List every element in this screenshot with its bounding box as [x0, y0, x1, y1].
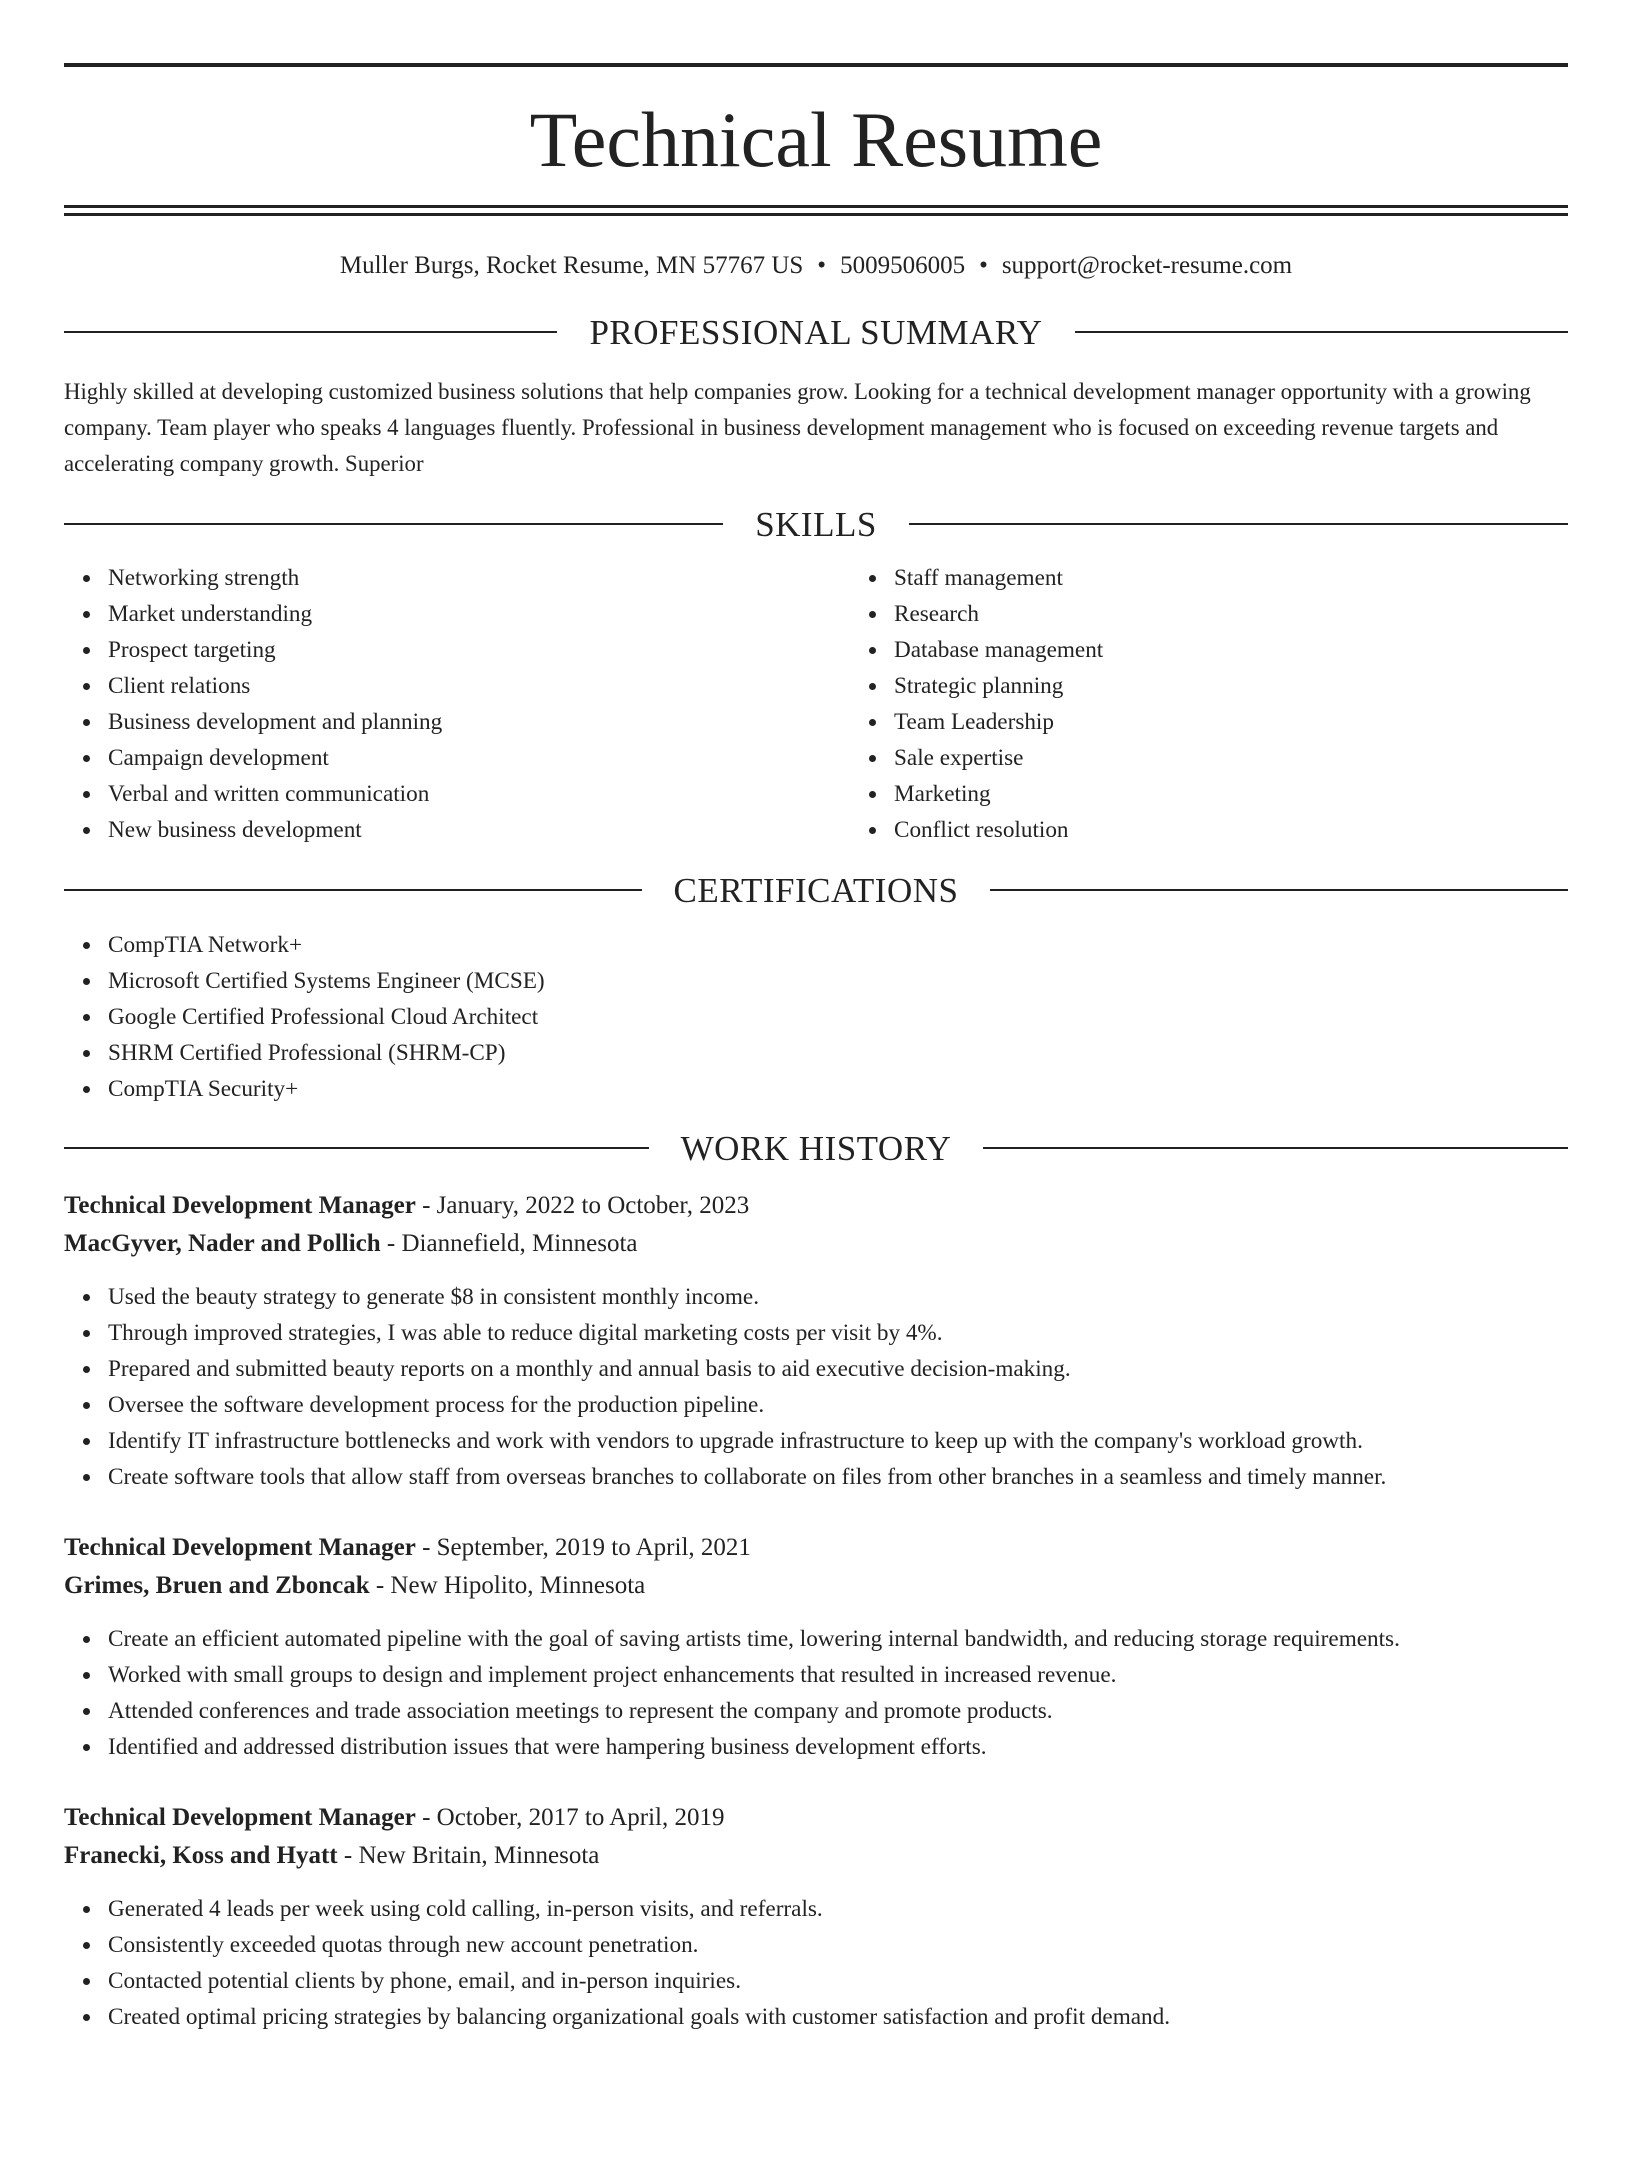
- job-title-line: [64, 1799, 1568, 1837]
- skills-list-left: [64, 560, 850, 848]
- job-company-line: [64, 1567, 1568, 1605]
- skill-item: Team Leadership: [894, 704, 1103, 740]
- skill-item: Business development and planning: [108, 704, 850, 740]
- job-title-line: [64, 1187, 1568, 1225]
- job-bullet: Oversee the software development process for the production pipeline.: [108, 1387, 1568, 1423]
- skill-item: Sale expertise: [894, 740, 1103, 776]
- resume-page: [0, 63, 1632, 2175]
- skill-item: Verbal and written communication: [108, 776, 850, 812]
- skill-item: Database management: [894, 632, 1103, 668]
- skill-item: New business development: [108, 812, 850, 848]
- job-company-line: [64, 1837, 1568, 1875]
- section-heading-summary: [64, 312, 1568, 352]
- heading-rule: [64, 889, 642, 891]
- certification-item: CompTIA Network+: [108, 927, 1568, 963]
- certification-item: SHRM Certified Professional (SHRM-CP): [108, 1035, 1568, 1071]
- job-title: Technical Development Manager: [64, 1534, 416, 1561]
- work-entry: [64, 1529, 1568, 1765]
- skill-item: Staff management: [894, 560, 1103, 596]
- skill-item: Networking strength: [108, 560, 850, 596]
- job-bullet: Through improved strategies, I was able to reduce digital marketing costs per visit by 4%.: [108, 1315, 1568, 1351]
- job-dates: - September, 2019 to April, 2021: [415, 1534, 751, 1561]
- title-double-rule: [64, 205, 1568, 216]
- job-bullet: Worked with small groups to design and implement project enhancements that resulted in increased revenue.: [108, 1657, 1568, 1693]
- heading-rule: [1075, 331, 1568, 333]
- job-bullet: Identify IT infrastructure bottlenecks and work with vendors to upgrade infrastructure to keep up with the company's workload growth.: [108, 1423, 1568, 1459]
- job-bullets: [64, 1891, 1568, 2035]
- heading-rule: [983, 1147, 1568, 1149]
- job-bullet: Create an efficient automated pipeline with the goal of saving artists time, lowering internal bandwidth, and reducing storage requirements.: [108, 1621, 1568, 1657]
- skill-item: Client relations: [108, 668, 850, 704]
- certification-item: Microsoft Certified Systems Engineer (MCSE): [108, 963, 1568, 999]
- skill-item: Conflict resolution: [894, 812, 1103, 848]
- section-heading-work-history: [64, 1128, 1568, 1168]
- summary-text: Highly skilled at developing customized business solutions that help companies grow. Looking for a technical development manager opportunity with a growing company. Team player who speaks 4 languages fluently. Professional in business development management who is focused on exceeding revenue targets and accelerating company growth. Superior: [64, 379, 1531, 476]
- certification-item: Google Certified Professional Cloud Architect: [108, 999, 1568, 1035]
- heading-rule: [64, 331, 557, 333]
- job-title: Technical Development Manager: [64, 1804, 416, 1831]
- job-bullet: Consistently exceeded quotas through new account penetration.: [108, 1927, 1568, 1963]
- heading-rule: [909, 523, 1568, 525]
- section-title: SKILLS: [755, 504, 877, 544]
- job-location: - New Britain, Minnesota: [337, 1842, 600, 1869]
- job-bullet: Identified and addressed distribution issues that were hampering business development efforts.: [108, 1729, 1568, 1765]
- contact-separator: •: [817, 252, 827, 279]
- skill-item: Campaign development: [108, 740, 850, 776]
- job-company: MacGyver, Nader and Pollich: [64, 1230, 381, 1257]
- job-bullet: Used the beauty strategy to generate $8 in consistent monthly income.: [108, 1279, 1568, 1315]
- job-dates: - January, 2022 to October, 2023: [415, 1192, 750, 1219]
- job-bullets: [64, 1279, 1568, 1495]
- heading-rule: [64, 1147, 649, 1149]
- skill-item: Marketing: [894, 776, 1103, 812]
- job-company-line: [64, 1225, 1568, 1263]
- skill-item: Prospect targeting: [108, 632, 850, 668]
- section-title: WORK HISTORY: [680, 1128, 952, 1168]
- job-title: Technical Development Manager: [64, 1192, 416, 1219]
- skill-item: Market understanding: [108, 596, 850, 632]
- job-company: Franecki, Koss and Hyatt: [64, 1842, 338, 1869]
- job-bullets: [64, 1621, 1568, 1765]
- section-title: PROFESSIONAL SUMMARY: [589, 312, 1043, 352]
- top-rule: [64, 63, 1568, 67]
- job-title-line: [64, 1529, 1568, 1567]
- page-title: Technical Resume: [529, 96, 1103, 183]
- contact-line: [64, 253, 1568, 283]
- job-bullet: Attended conferences and trade association meetings to represent the company and promote products.: [108, 1693, 1568, 1729]
- job-dates: - October, 2017 to April, 2019: [415, 1804, 725, 1831]
- job-bullet: Prepared and submitted beauty reports on a monthly and annual basis to aid executive decision-making.: [108, 1351, 1568, 1387]
- work-entry: [64, 1187, 1568, 1495]
- skills-list-right: [850, 560, 1103, 848]
- contact-email: support@rocket-resume.com: [1001, 252, 1293, 279]
- section-heading-skills: [64, 504, 1568, 544]
- job-location: - New Hipolito, Minnesota: [369, 1572, 646, 1599]
- job-company: Grimes, Bruen and Zboncak: [64, 1572, 370, 1599]
- job-location: - Diannefield, Minnesota: [380, 1230, 638, 1257]
- work-entry: [64, 1799, 1568, 2035]
- section-title: CERTIFICATIONS: [673, 870, 959, 910]
- contact-address: Muller Burgs, Rocket Resume, MN 57767 US: [339, 252, 804, 279]
- skill-item: Strategic planning: [894, 668, 1103, 704]
- contact-separator: •: [979, 252, 988, 279]
- skill-item: Research: [894, 596, 1103, 632]
- job-bullet: Created optimal pricing strategies by balancing organizational goals with customer satisfaction and profit demand.: [108, 1999, 1568, 2035]
- job-bullet: Create software tools that allow staff from overseas branches to collaborate on files from other branches in a seamless and timely manner.: [108, 1459, 1568, 1495]
- job-bullet: Contacted potential clients by phone, email, and in-person inquiries.: [108, 1963, 1568, 1999]
- contact-phone: 5009506005: [840, 252, 966, 279]
- heading-rule: [990, 889, 1568, 891]
- skills-grid: [64, 560, 1568, 848]
- certifications-list: [64, 927, 1568, 1107]
- section-heading-certifications: [64, 870, 1568, 910]
- certification-item: CompTIA Security+: [108, 1071, 1568, 1107]
- heading-rule: [64, 523, 723, 525]
- job-bullet: Generated 4 leads per week using cold calling, in-person visits, and referrals.: [108, 1891, 1568, 1927]
